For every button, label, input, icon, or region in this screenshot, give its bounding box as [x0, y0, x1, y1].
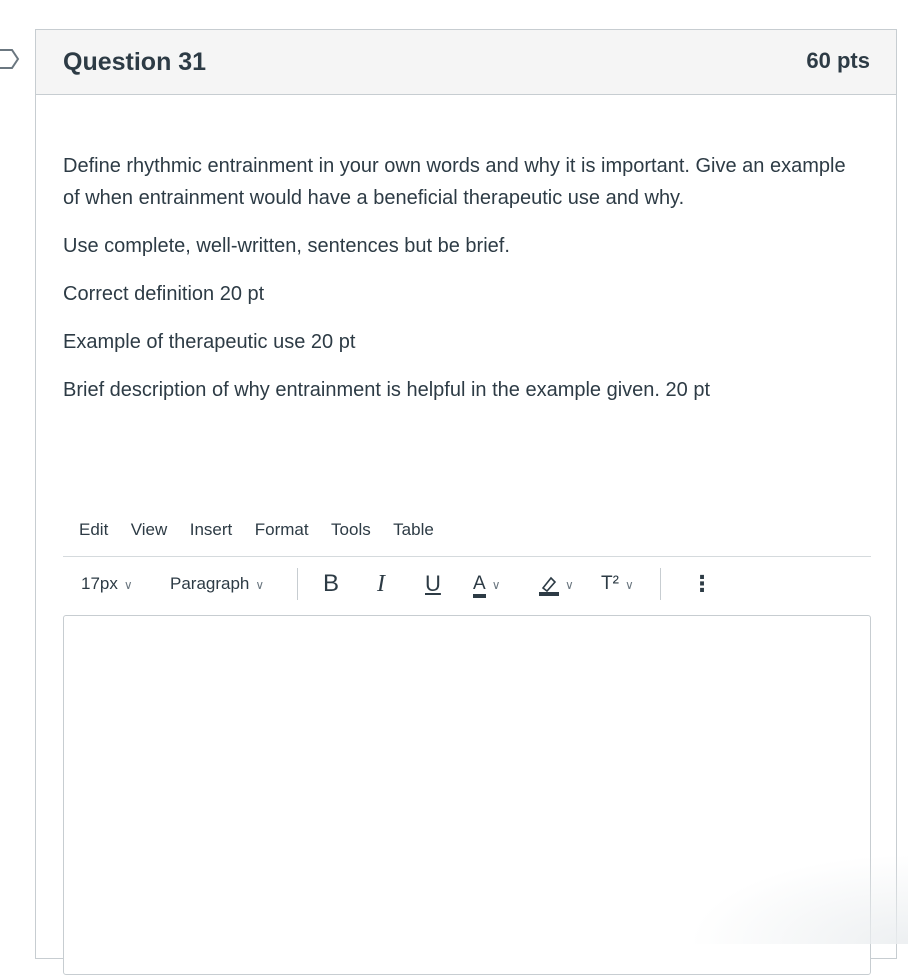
block-format-dropdown[interactable] [170, 562, 264, 606]
menu-format[interactable]: Format [254, 520, 309, 539]
text-color-button[interactable] [473, 562, 500, 606]
menu-edit[interactable]: Edit [79, 520, 109, 539]
block-format-value: Paragraph [170, 574, 250, 593]
toolbar-divider [297, 568, 298, 600]
italic-icon: I [377, 571, 385, 597]
question-paragraph: Define rhythmic entrainment in your own words and why it is important. Give an example of when entrainment would have a beneficial therapeutic use and why. [63, 155, 846, 209]
superscript-button[interactable] [601, 562, 634, 606]
text-color-icon: A [473, 574, 486, 598]
chevron-down-icon: ∨ [491, 578, 501, 592]
superscript-icon: T² [601, 573, 619, 594]
font-size-value: 17px [81, 574, 118, 593]
chevron-down-icon: ∨ [255, 578, 265, 592]
bold-button[interactable] [323, 562, 339, 606]
question-points: 60 pts [806, 48, 870, 73]
highlight-color-button[interactable] [537, 562, 574, 606]
more-options-button[interactable] [691, 562, 713, 606]
underline-icon: U [425, 571, 441, 596]
question-paragraph: Correct definition 20 pt [63, 283, 265, 305]
bold-icon: B [323, 570, 340, 597]
bookmark-flag-icon[interactable] [0, 46, 20, 72]
menu-tools[interactable]: Tools [331, 520, 371, 539]
menu-view[interactable]: View [130, 520, 168, 539]
question-paragraph: Brief description of why entrainment is helpful in the example given. 20 pt [63, 379, 711, 401]
question-header [36, 30, 896, 95]
toolbar-divider [660, 568, 661, 600]
question-paragraph: Use complete, well-written, sentences but be brief. [63, 235, 510, 257]
question-title: Question 31 [63, 48, 207, 76]
more-vertical-icon: ⋮ [691, 571, 713, 596]
editor-menubar [63, 512, 871, 557]
underline-button[interactable] [425, 562, 441, 606]
font-size-dropdown[interactable] [81, 562, 133, 606]
chevron-down-icon: ∨ [624, 578, 634, 592]
question-text [63, 150, 863, 422]
editor-toolbar [63, 562, 871, 606]
highlighter-icon [537, 574, 559, 596]
italic-button[interactable] [377, 562, 385, 606]
question-paragraph: Example of therapeutic use 20 pt [63, 331, 356, 353]
bottom-right-shadow [688, 854, 908, 944]
menu-table[interactable]: Table [393, 520, 434, 539]
question-card [35, 29, 897, 959]
chevron-down-icon: ∨ [123, 578, 133, 592]
chevron-down-icon: ∨ [565, 578, 574, 592]
menu-insert[interactable]: Insert [189, 520, 233, 539]
